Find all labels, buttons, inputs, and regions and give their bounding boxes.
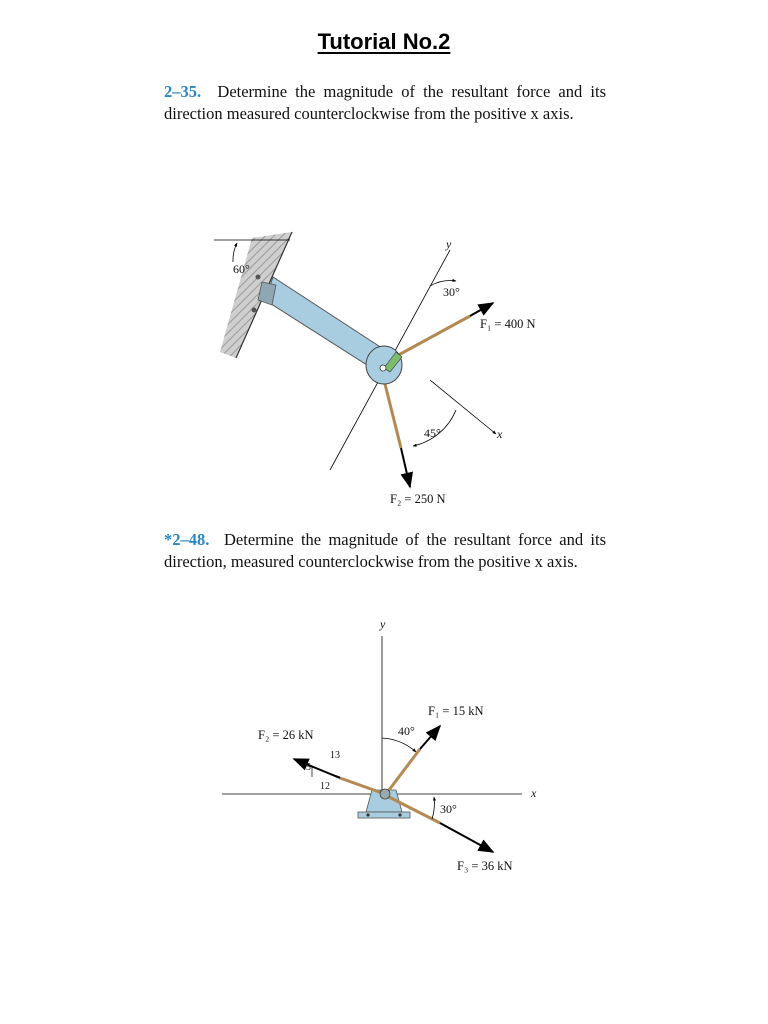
y-axis-label: y	[446, 237, 452, 251]
x-axis-label: x	[497, 427, 503, 441]
problem-text: Determine the magnitude of the resultant force and its direction, measured counterclockwise from the positive x axis.	[164, 530, 606, 571]
f2-slope-triangle	[312, 767, 340, 777]
f2-slope-hypotenuse: 13	[330, 750, 340, 761]
f1-angle-label: 30°	[443, 285, 460, 299]
rope-f1	[386, 749, 420, 794]
f2-angle-label: 45°	[424, 426, 441, 440]
rope-f2	[340, 778, 385, 794]
wall-angle-label: 60°	[233, 262, 250, 276]
f1-angle-arc	[382, 738, 416, 752]
f2-label: F₂ = 26 kN	[258, 728, 314, 742]
problem-text: Determine the magnitude of the resultant force and its direction measured counterclockwise from the positive x axis.	[164, 82, 606, 123]
pin	[380, 789, 390, 799]
y-axis-label: y	[380, 617, 386, 631]
f3-label: F₃ = 36 kN	[457, 859, 513, 873]
x-axis-label: x	[531, 786, 537, 800]
force-f1-arrow	[420, 726, 440, 749]
f1-label: F₁ = 400 N	[480, 317, 536, 331]
f3-angle-label: 30°	[440, 802, 457, 816]
problem-number: *2–48.	[164, 530, 210, 549]
f2-slope-horizontal: 12	[320, 781, 330, 792]
f3-angle-arc	[432, 797, 434, 819]
f2-slope-vertical: 5	[306, 762, 311, 773]
f2-label: F₂ = 250 N	[390, 492, 446, 506]
force-f3-arrow	[440, 823, 493, 852]
f1-angle-label: 40°	[398, 724, 415, 738]
f1-label: F₁ = 15 kN	[428, 704, 484, 718]
problem-number: 2–35.	[164, 82, 202, 101]
page-title: Tutorial No.2	[317, 29, 451, 54]
